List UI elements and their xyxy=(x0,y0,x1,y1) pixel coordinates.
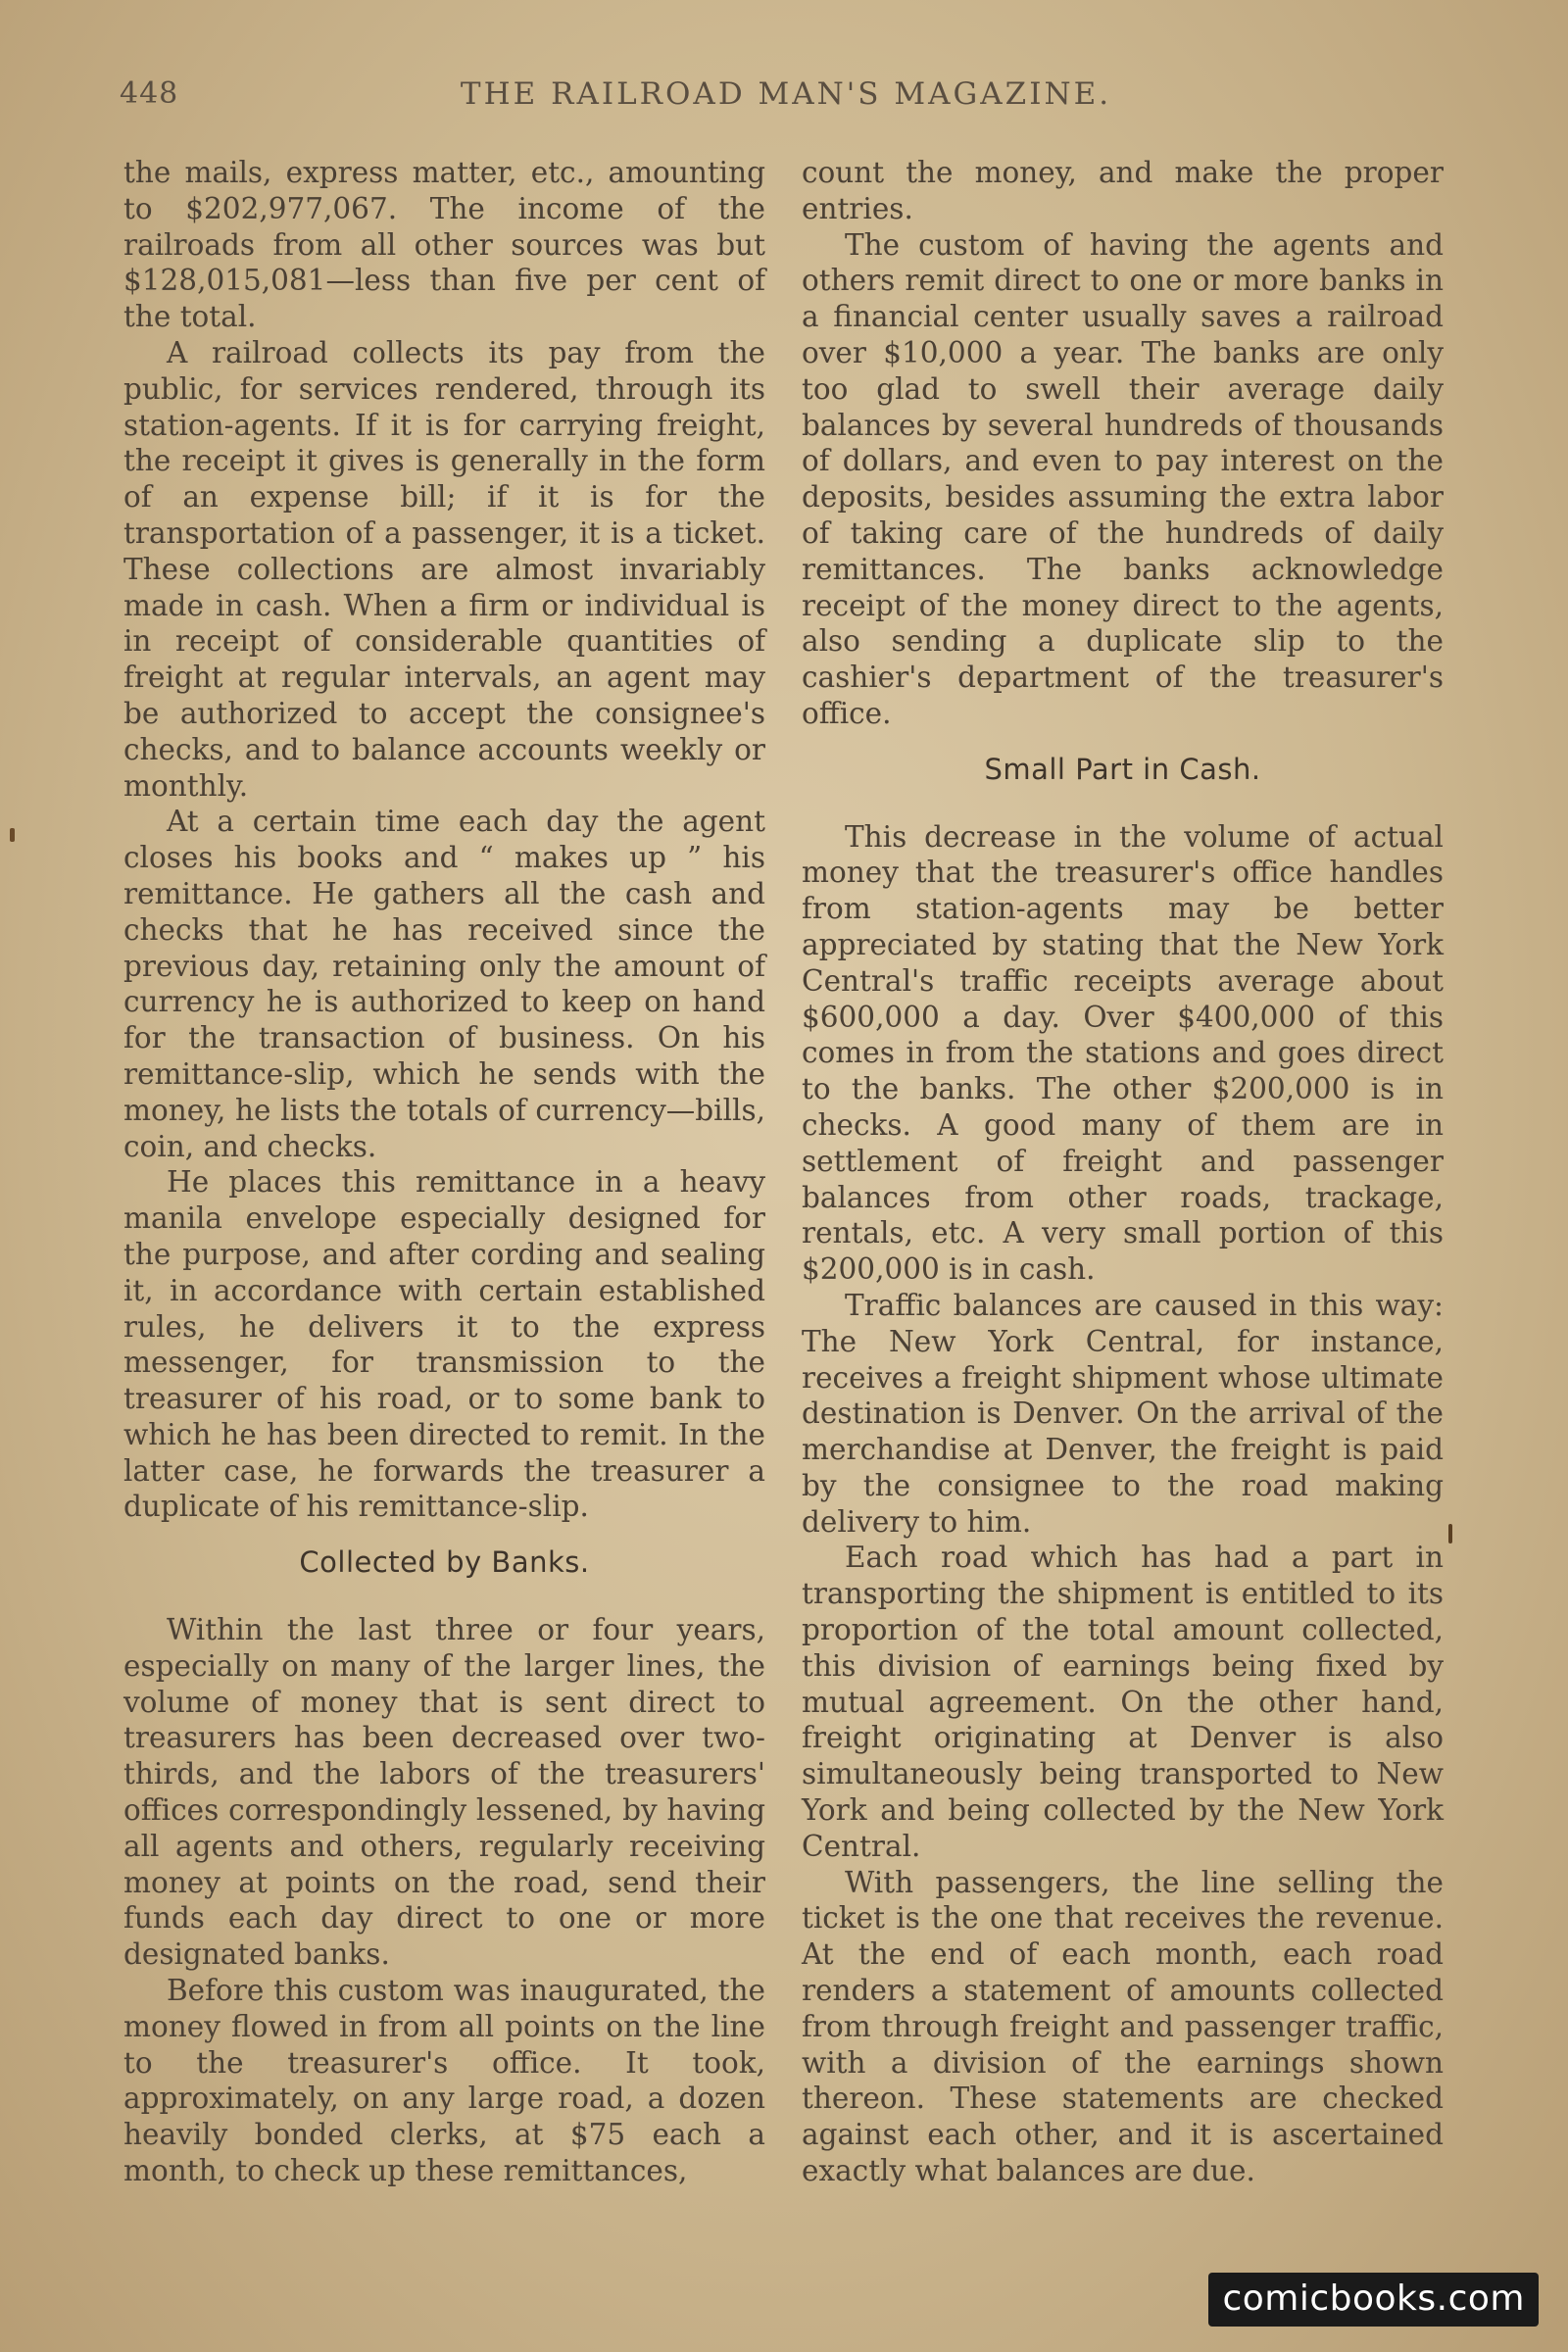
paragraph: Traffic balances are caused in this way: The New York Central, for instance, receives a freight shipment whose ultimate destination is Denver. On the arrival of the merchandise at Denver, the freight is paid by the consignee to the road making delivery to him. xyxy=(802,1288,1444,1539)
right-column xyxy=(802,155,1444,2189)
paragraph: The custom of having the agents and others remit direct to one or more banks in a financial center usually saves a railroad over $10,000 a year. The banks are only too glad to swell their average daily balances by several hundreds of thousands of dollars, and even to pay interest on the deposits, besides assuming the extra labor of taking care of the hundreds of daily remittances. The banks acknowledge receipt of the money direct to the agents, also sending a duplicate slip to the cashier's department of the treasurer's office. xyxy=(802,227,1444,730)
left-column xyxy=(123,155,765,2189)
watermark-link[interactable]: comicbooks.com xyxy=(1208,2273,1539,2327)
paragraph: Within the last three or four years, especially on many of the larger lines, the volume of money that is sent direct to treasurers has been decreased over two-thirds, and the labors of the treasurers' offices correspondingly lessened, by having all agents and others, regularly receiving money at points on the road, send their funds each day direct to one or more designated banks. xyxy=(123,1613,765,1972)
page-header xyxy=(120,76,1452,125)
running-title: THE RAILROAD MAN'S MAGAZINE. xyxy=(460,76,1112,112)
paragraph: Each road which has had a part in transporting the shipment is entitled to its proportion of the total amount collected, this division of earnings being fixed by mutual agreement. On the other hand, freight originating at Denver is also simultaneously being transported to New York and being collected by the New York Central. xyxy=(802,1541,1444,1863)
paper-speck xyxy=(10,828,15,842)
paragraph: Before this custom was inaugurated, the money flowed in from all points on the line to the treasurer's office. It took, approximately, on any large road, a dozen heavily bonded clerks, at $75 each a month, to check up these remittances, xyxy=(123,1974,765,2188)
paper-speck xyxy=(1448,1524,1452,1544)
paragraph: the mails, express matter, etc., amounting to $202,977,067. The income of the railroads from all other sources was but $128,015,081—less than five per cent of the total. xyxy=(123,156,765,334)
page-number: 448 xyxy=(120,76,179,111)
paragraph: With passengers, the line selling the ticket is the one that receives the revenue. At the end of each month, each road renders a statement of amounts collected from through freight and passenger traffic, with a division of the earnings shown thereon. These statements are checked against each other, and it is ascertained exactly what balances are due. xyxy=(802,1865,1444,2188)
paragraph: This decrease in the volume of actual money that the treasurer's office handles from station-agents may be better appreciated by stating that the New York Central's traffic receipts average about $600,000 a day. Over $400,000 of this comes in from the stations and goes direct to the banks. The other $200,000 is in checks. A good many of them are in settlement of freight and passenger balances from other roads, trackage, rentals, etc. A very small portion of this $200,000 is in cash. xyxy=(802,819,1444,1287)
paragraph: count the money, and make the proper entries. xyxy=(802,156,1444,225)
section-heading: Collected by Banks. xyxy=(299,1545,590,1580)
paragraph: At a certain time each day the agent closes his books and “ makes up ” his remittance. He gathers all the cash and checks that he has received since the previous day, retaining only the amount of currency he is authorized to keep on hand for the transaction of business. On his remittance-slip, which he sends with the money, he lists the totals of currency—bills, coin, and checks. xyxy=(123,805,765,1163)
paragraph: A railroad collects its pay from the public, for services rendered, through its station-agents. If it is for carrying freight, the receipt it gives is generally in the form of an expense bill; if it is for the transportation of a passenger, it is a ticket. These collections are almost invariably made in cash. When a firm or individual is in receipt of considerable quantities of freight at regular intervals, an agent may be authorized to accept the consignee's checks, and to balance accounts weekly or monthly. xyxy=(123,335,765,803)
section-heading: Small Part in Cash. xyxy=(984,752,1261,786)
paragraph: He places this remittance in a heavy manila envelope especially designed for the purpose, and after cording and sealing it, in accordance with certain established rules, he delivers it to the express messenger, for transmission to the treasurer of his road, or to some bank to which he has been directed to remit. In the latter case, he forwards the treasurer a duplicate of his remittance-slip. xyxy=(123,1165,765,1524)
